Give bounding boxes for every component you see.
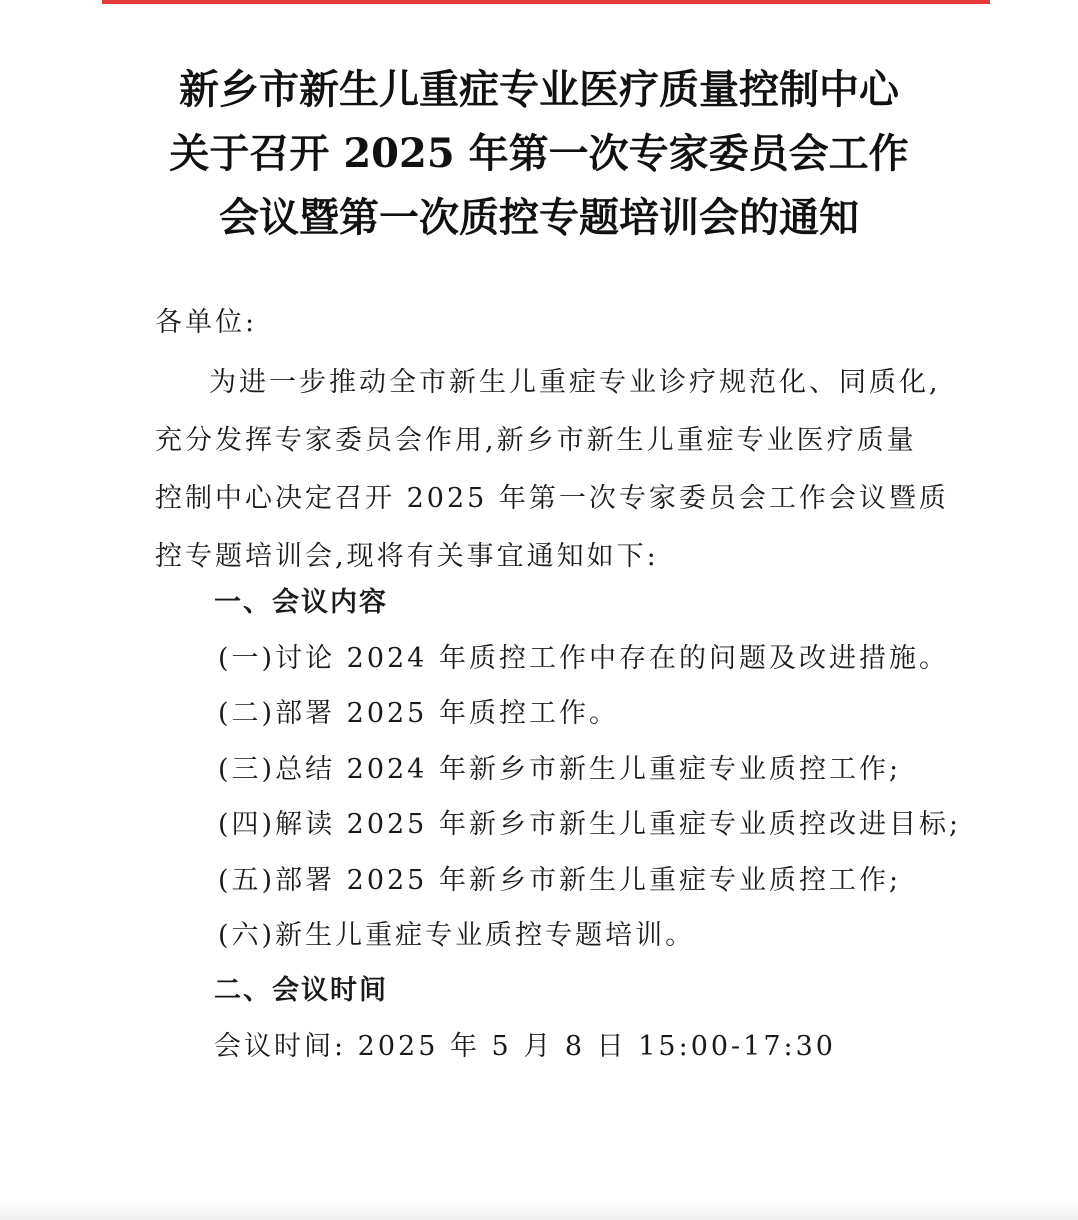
intro-line-4: 控专题培训会,现将有关事宜通知如下:: [155, 541, 659, 572]
meeting-item-4: (四)解读 2025 年新乡市新生儿重症专业质控改进目标;: [218, 809, 962, 840]
section-2-heading: 二、会议时间: [214, 975, 388, 1006]
meeting-item-2: (二)部署 2025 年质控工作。: [218, 698, 619, 729]
intro-paragraph: [155, 354, 949, 586]
meeting-item-6: (六)新生儿重症专业质控专题培训。: [218, 920, 696, 951]
red-header-rule: [102, 0, 990, 4]
section-1-heading: 一、会议内容: [214, 587, 388, 618]
meeting-item-5: (五)部署 2025 年新乡市新生儿重症专业质控工作;: [218, 865, 902, 896]
intro-line-3: 控制中心决定召开 2025 年第一次专家委员会工作会议暨质: [155, 483, 949, 514]
title-line-1: 新乡市新生儿重症专业医疗质量控制中心: [179, 66, 899, 113]
intro-line-2: 充分发挥专家委员会作用,新乡市新生儿重症专业医疗质量: [155, 425, 917, 456]
page-bottom-edge: [0, 1200, 1078, 1220]
meeting-item-3: (三)总结 2024 年新乡市新生儿重症专业质控工作;: [218, 754, 902, 785]
document-title: [0, 58, 1078, 250]
meeting-item-1: (一)讨论 2024 年质控工作中存在的问题及改进措施。: [218, 643, 949, 674]
meeting-time: 会议时间: 2025 年 5 月 8 日 15:00-17:30: [214, 1031, 836, 1062]
salutation: 各单位:: [155, 307, 258, 338]
title-line-3: 会议暨第一次质控专题培训会的通知: [219, 194, 859, 241]
title-line-2: 关于召开 2025 年第一次专家委员会工作: [169, 130, 909, 177]
intro-line-1: 为进一步推动全市新生儿重症专业诊疗规范化、同质化,: [209, 367, 941, 398]
